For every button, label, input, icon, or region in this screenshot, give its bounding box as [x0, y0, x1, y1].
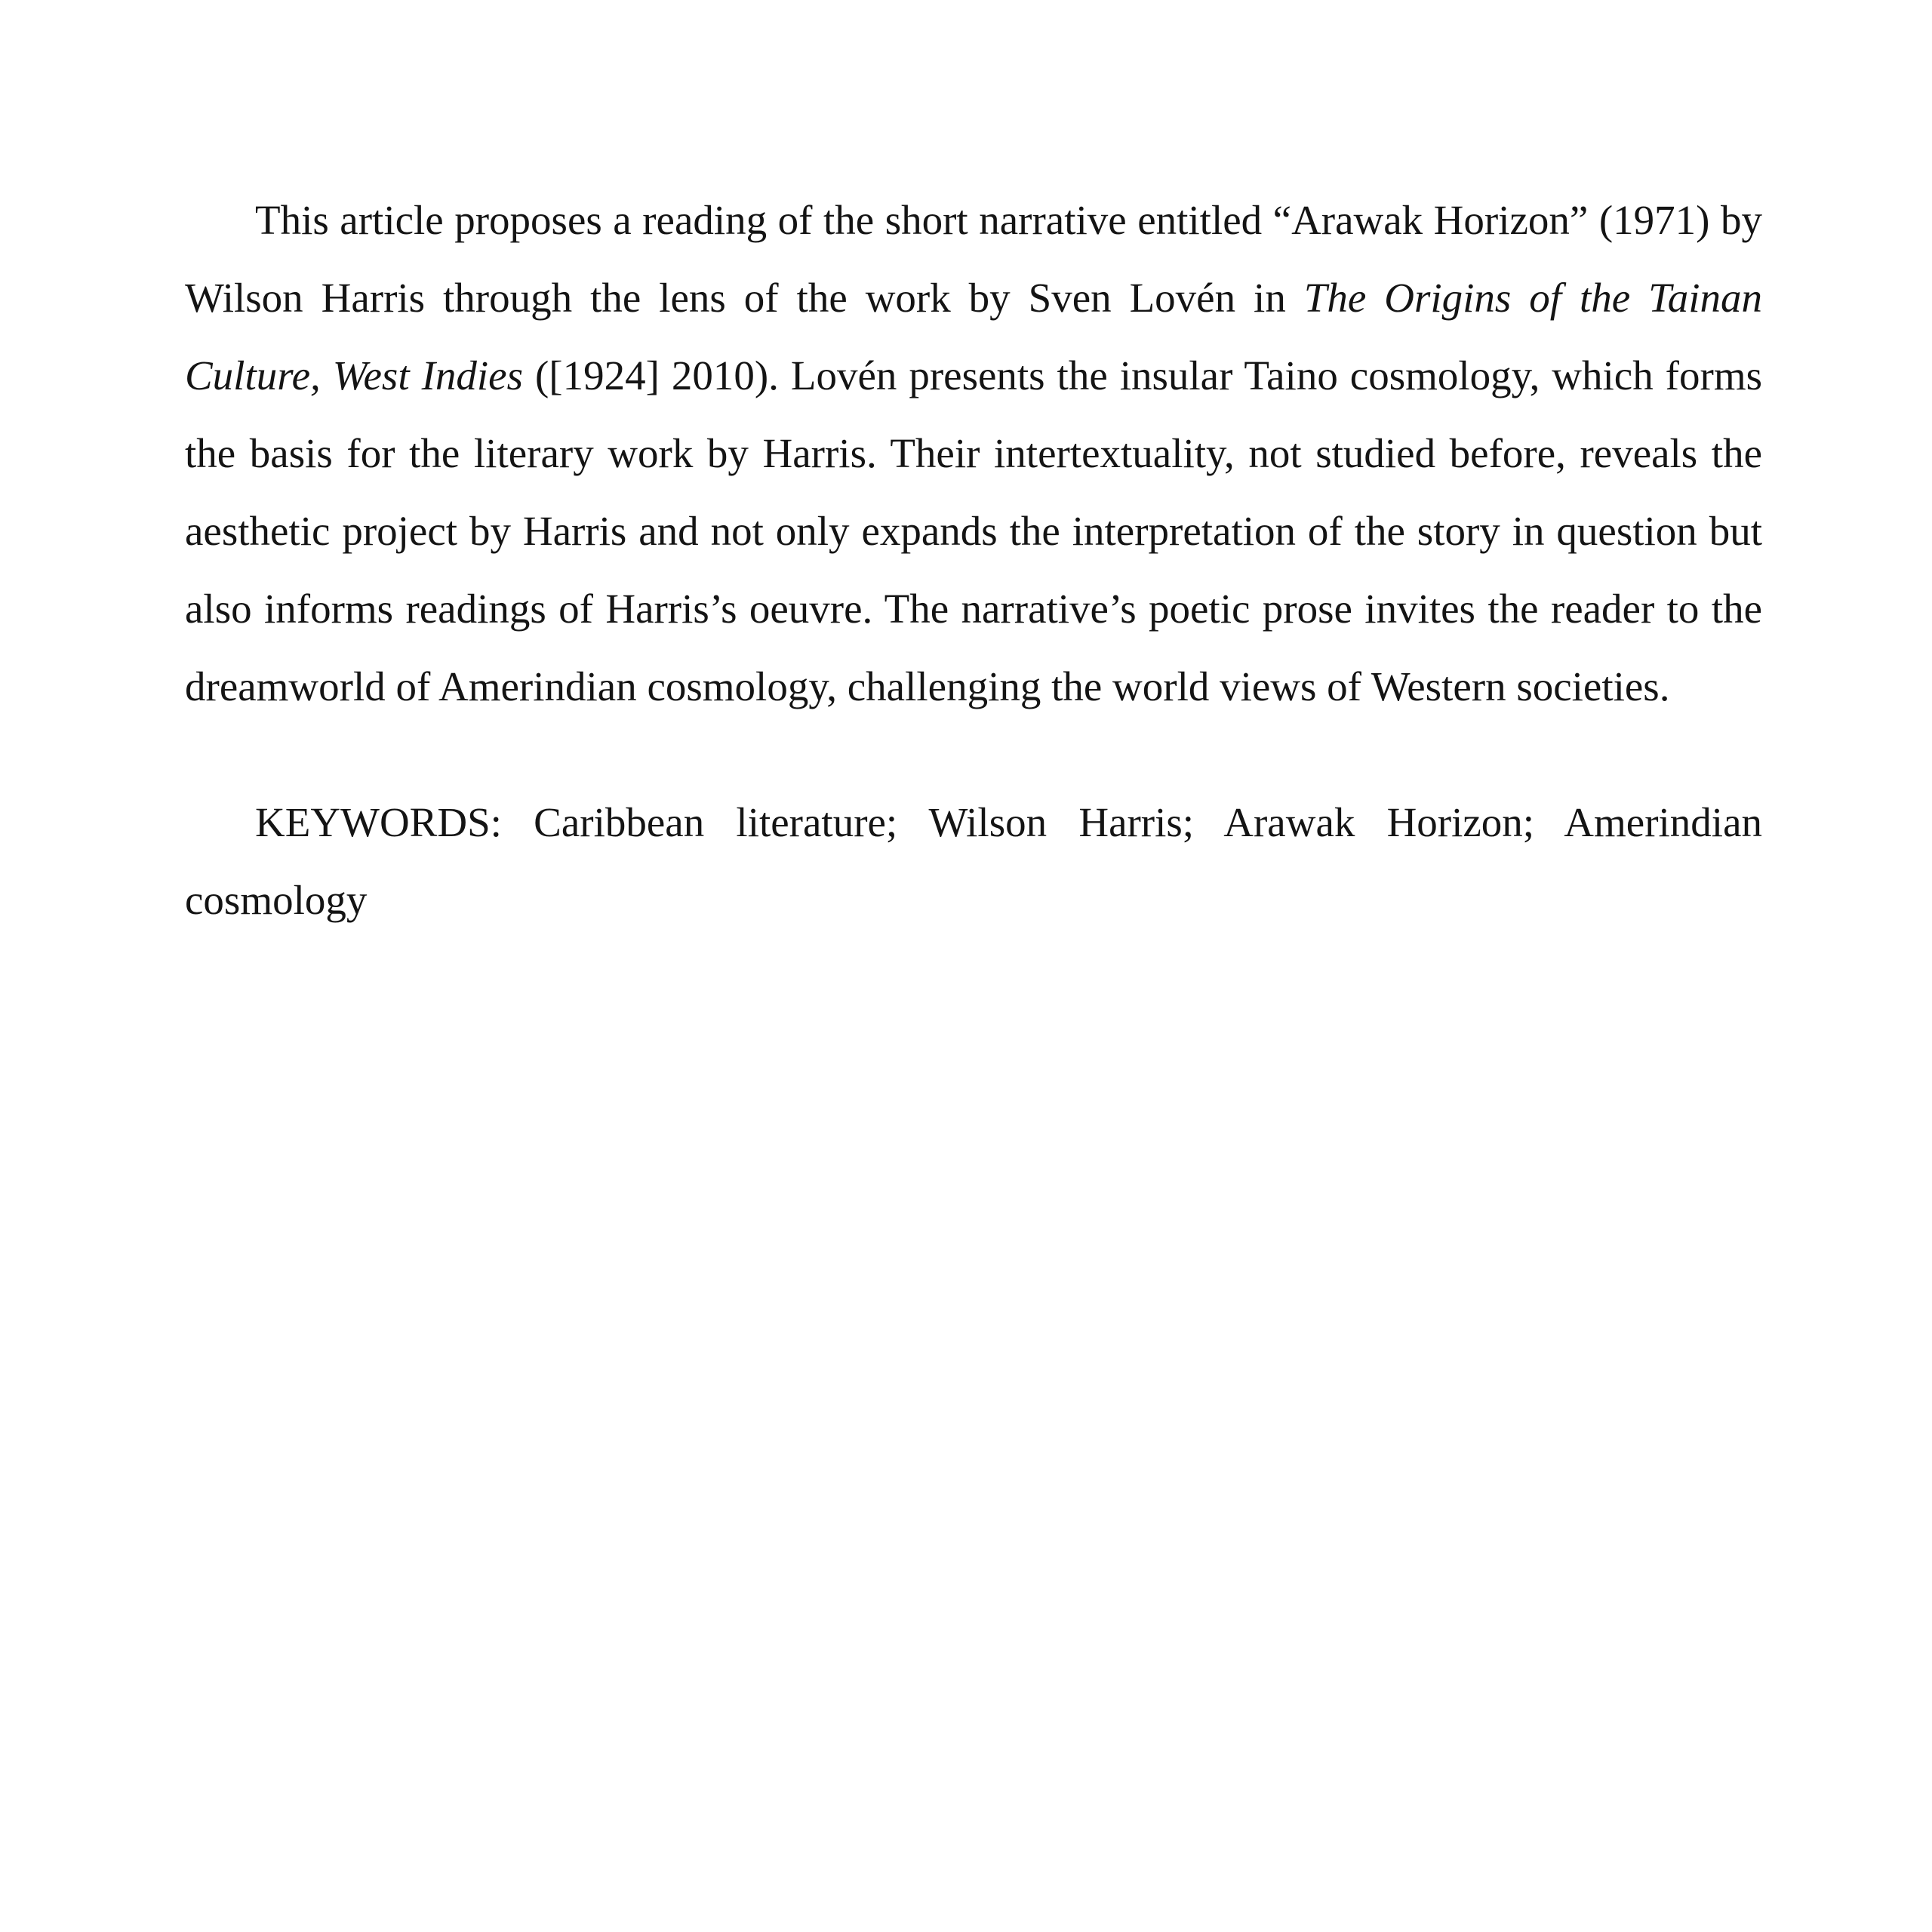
document-page — [185, 181, 1762, 939]
abstract-paragraph — [185, 181, 1762, 725]
keywords-paragraph — [185, 783, 1762, 939]
abstract-text-end: ([1924] 2010). Lovén presents the insular Taino cosmology, which forms the basis for the literary work by Harris. Their intertextuality, not studied before, reveals the aesthetic project by Harris and not only expands the interpretation of the story in question but also informs readings of Harris’s oeuvre. The narrative’s poetic prose invites the reader to the dreamworld of Amerindian cosmology, challenging the world views of Western societies. — [185, 352, 1763, 709]
keywords-label: KEYWORDS: — [255, 799, 502, 845]
abstract-text-start: This article proposes a reading of the short narrative entitled “Arawak Horizon” (1971) by Wilson Harris through the lens of the work by Sven Lovén in — [185, 197, 1762, 321]
keywords-list: Caribbean literature; Wilson Harris; Arawak Horizon; Amerindian cosmology — [185, 799, 1762, 923]
book-title: The Origins of the Tainan Culture, West Indies — [185, 275, 1762, 398]
